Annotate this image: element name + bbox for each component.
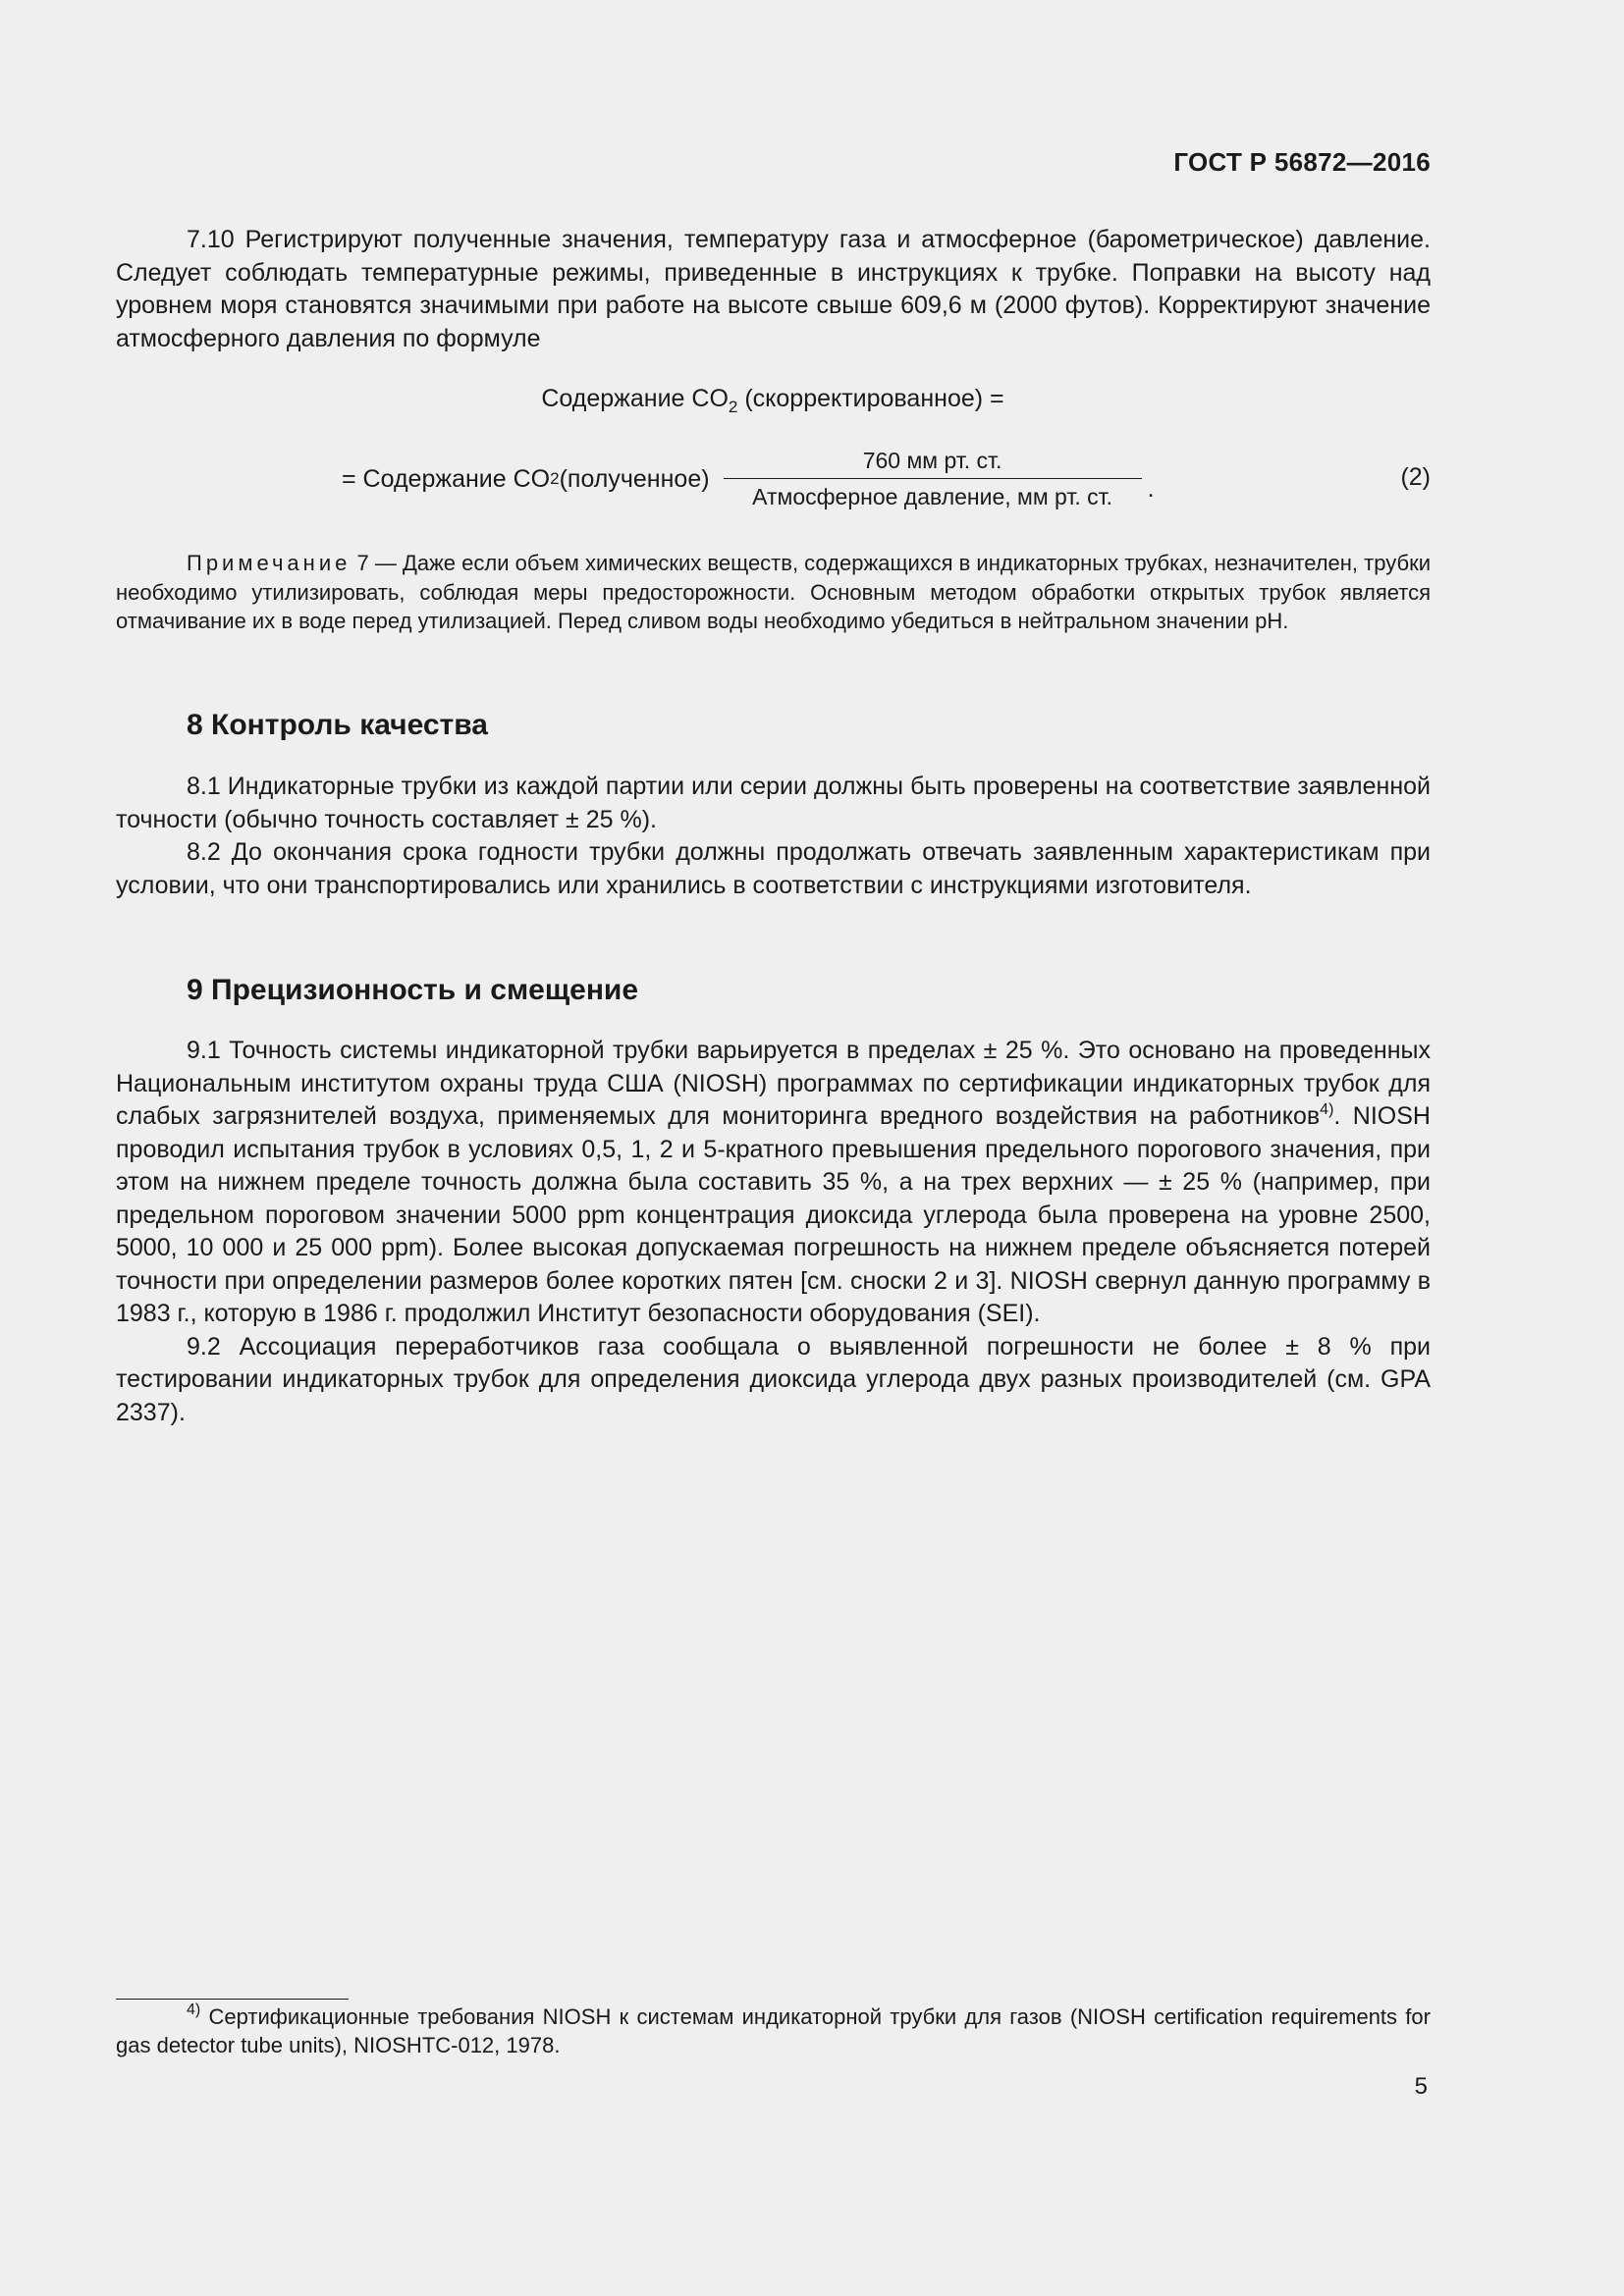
fraction-numerator: 760 мм рт. ст. [862, 448, 1002, 473]
note-text: 7 — Даже если объем химических веществ, содержащихся в индикаторных трубках, незначителен, трубки необходимо утилизировать, соблюдая меры предосторожности. Основным методом обработки открытых трубок является отмачивание их в воде перед утилизацией. Перед сливом воды необходимо убедиться в нейтральном значении pH. [116, 551, 1431, 633]
subscript: 2 [728, 398, 738, 416]
formula-line-2: = Содержание CO 2 (полученное) $\frac{\text{760 мм рт. ст.}}{\text{Атмосферное давление, мм рт. ст.}}$ . [342, 448, 1155, 509]
paragraph-text: 9.1 Точность системы индикаторной трубки варьируется в пределах ± 25 %. Это основано на проведенных Национальным институтом охраны труда США (NIOSH) программах по сертификации индикаторных трубок для слабых загрязнителей воздуха, применяемых для мониторинга вредного воздействия на работников [116, 1037, 1431, 1130]
paragraph-8-1: 8.1 Индикаторные трубки из каждой партии или серии должны быть проверены на соответствие заявленной точности (обычно точность составляет ± 25 %). [116, 773, 1431, 833]
section-8-heading: 8 Контроль качества [187, 709, 488, 741]
formula-text: Содержание CO [541, 385, 729, 412]
equation-number: (2) [1400, 463, 1431, 491]
note-7 [116, 549, 1431, 636]
formula-text: (скорректированное) = [737, 385, 1004, 412]
footnote-marker: 4) [187, 2002, 201, 2018]
paragraph-8-2: 8.2 До окончания срока годности трубки должны продолжать отвечать заявленным характеристикам при условии, что они транспортировались или хранились в соответствии с инструкциями изготовителя. [116, 838, 1431, 899]
formula-end-dot: . [1147, 474, 1155, 503]
page-number: 5 [1414, 2073, 1428, 2100]
footnote-text: Сертификационные требования NIOSH к системам индикаторной трубки для газов (NIOSH certification requirements for gas detector tube units), NIOSHTC-012, 1978. [116, 2004, 1431, 2057]
paragraph-7-10 [116, 224, 1431, 355]
formula-text: = Содержание CO [342, 464, 551, 493]
fraction-denominator: Атмосферное давление, мм рт. ст. [724, 478, 1142, 510]
formula-text: (полученное) [559, 464, 710, 493]
document-code-header: ГОСТ Р 56872—2016 [1173, 147, 1431, 177]
footnote-ref[interactable]: 4) [1320, 1101, 1334, 1118]
fraction [724, 448, 1142, 510]
section-8-body [116, 771, 1431, 902]
section-9-body [116, 1035, 1431, 1429]
formula-line-1 [0, 385, 1624, 416]
paragraph-9-1 [116, 1035, 1431, 1331]
note-label: Примечание [187, 551, 352, 575]
section-9-heading: 9 Прецизионность и смещение [187, 974, 639, 1006]
paragraph-text: . NIOSH проводил испытания трубок в условиях 0,5, 1, 2 и 5-кратного превышения предельного порогового значения, при этом на нижнем пределе точность должна была составить 35 %, а на трех верхних — ± 25 % (например, при предельном пороговом значении 5000 ppm концентрация диоксида углерода была проверена на уровне 2500, 5000, 10 000 и 25 000 ppm). Более высокая допускаемая погрешность на нижнем пределе объясняется потерей точности при определении размеров более коротких пятен [см. сноски 2 и 3]. NIOSH свернул данную программу в 1983 г., которую в 1986 г. продолжил Институт безопасности оборудования (SEI). [116, 1102, 1431, 1327]
paragraph-9-2: 9.2 Ассоциация переработчиков газа сообщала о выявленной погрешности не более ± 8 % при тестировании индикаторных трубок для определения диоксида углерода двух разных производителей (см. GPA 2337). [116, 1332, 1431, 1426]
footnote-4 [116, 2002, 1431, 2059]
paragraph-text: 7.10 Регистрируют полученные значения, температуру газа и атмосферное (барометрическое) давление. Следует соблюдать температурные режимы, приведенные в инструкциях к трубке. Поправки на высоту над уровнем моря становятся значимыми при работе на высоте свыше 609,6 м (2000 футов). Корректируют значение атмосферного давления по формуле [116, 226, 1431, 352]
footnote-separator [116, 1999, 349, 2000]
